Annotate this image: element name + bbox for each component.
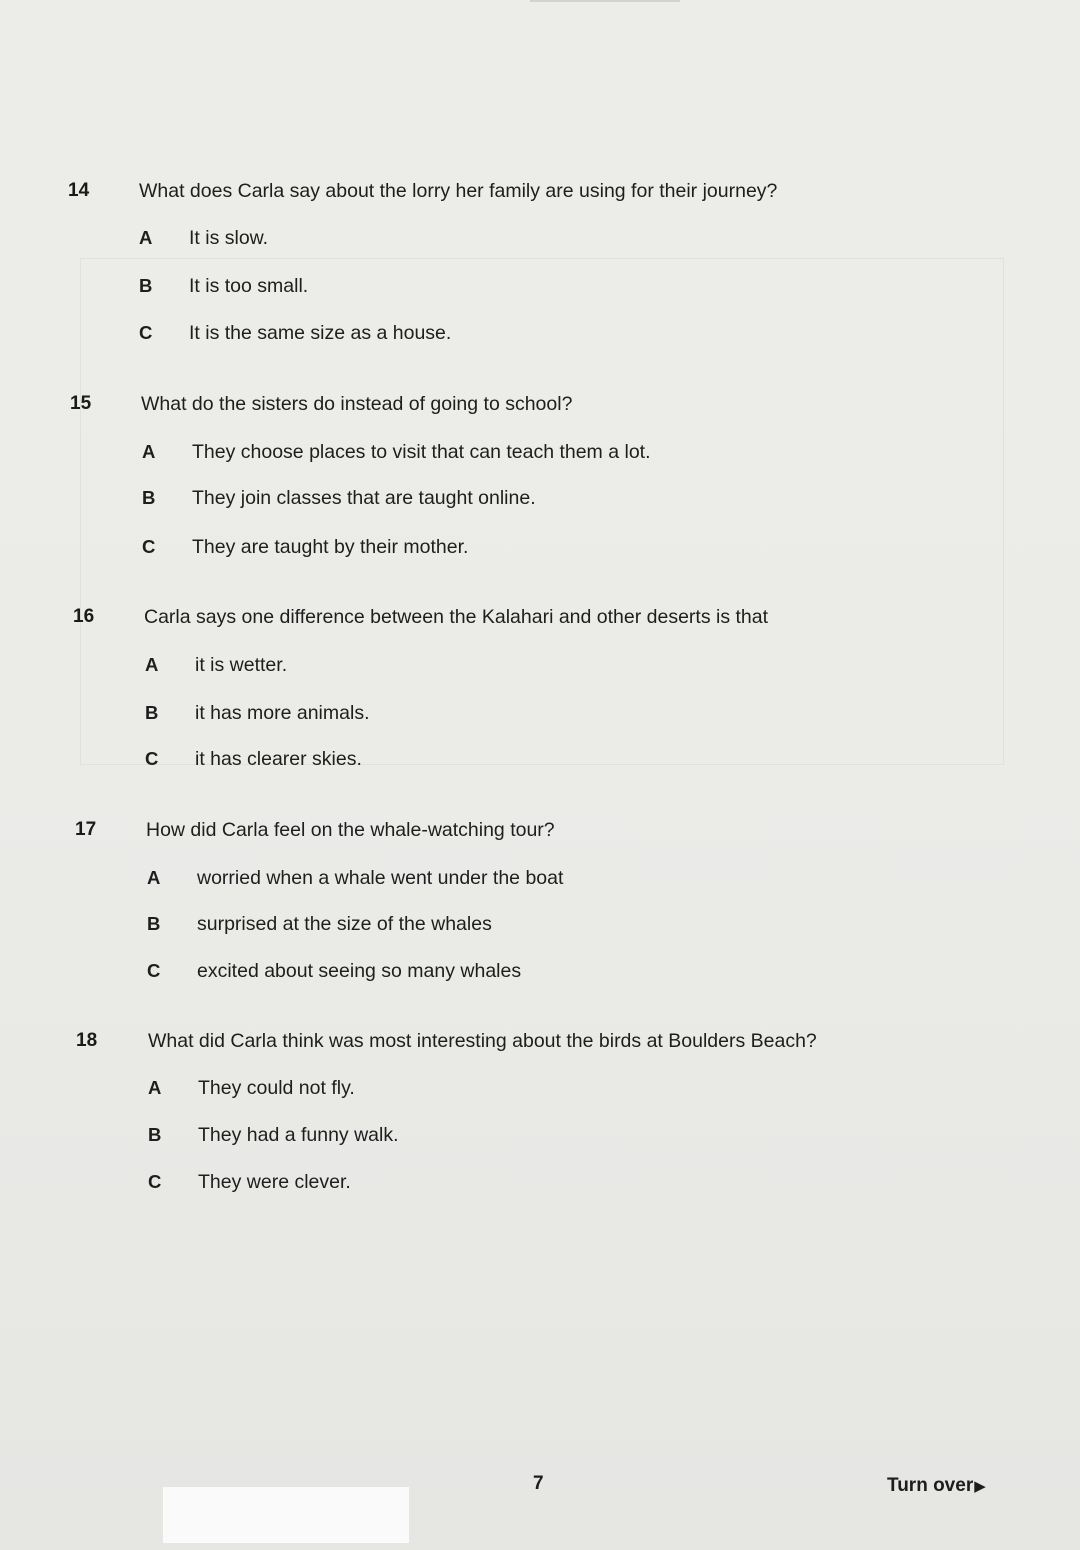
- option-text: It is slow.: [189, 227, 269, 249]
- blank-label-area: [163, 1487, 409, 1543]
- turn-over-label: Turn over: [887, 1475, 974, 1496]
- option-letter: A: [145, 654, 159, 675]
- option-text: They join classes that are taught online.: [192, 487, 536, 509]
- option-letter: C: [145, 748, 159, 769]
- page-number: 7: [533, 1473, 544, 1494]
- option-text: it has clearer skies.: [195, 748, 362, 770]
- top-rule: [530, 0, 680, 2]
- option-text: worried when a whale went under the boat: [197, 867, 564, 889]
- option-letter: C: [147, 960, 161, 981]
- option-letter: B: [147, 913, 161, 934]
- option-letter: B: [142, 487, 156, 508]
- option-letter: C: [148, 1171, 162, 1192]
- option-text: It is the same size as a house.: [189, 322, 452, 344]
- option-letter: B: [145, 702, 159, 723]
- question-text: What does Carla say about the lorry her family are using for their journey?: [139, 180, 778, 202]
- option-text: surprised at the size of the whales: [197, 913, 492, 935]
- option-text: It is too small.: [189, 275, 309, 297]
- option-text: excited about seeing so many whales: [197, 960, 522, 982]
- option-text: They could not fly.: [198, 1077, 355, 1099]
- option-letter: A: [142, 441, 156, 462]
- question-text: Carla says one difference between the Kalahari and other deserts is that: [144, 606, 769, 628]
- right-triangle-icon: ▶: [974, 1478, 986, 1495]
- option-letter: A: [139, 227, 153, 248]
- question-number: 16: [73, 606, 95, 627]
- question-number: 15: [70, 393, 92, 414]
- option-text: it has more animals.: [195, 702, 370, 724]
- question-number: 14: [68, 180, 90, 201]
- question-number: 18: [76, 1030, 98, 1051]
- option-text: They are taught by their mother.: [192, 536, 469, 558]
- option-letter: B: [139, 275, 153, 296]
- option-letter: C: [142, 536, 156, 557]
- option-text: They were clever.: [198, 1171, 351, 1193]
- option-text: it is wetter.: [195, 654, 288, 676]
- option-text: They had a funny walk.: [198, 1124, 399, 1146]
- question-number: 17: [75, 819, 97, 840]
- question-text: What do the sisters do instead of going to school?: [141, 393, 573, 415]
- option-letter: B: [148, 1124, 162, 1145]
- option-letter: A: [147, 867, 161, 888]
- question-text: How did Carla feel on the whale-watching tour?: [146, 819, 555, 841]
- turn-over: [887, 1475, 986, 1497]
- question-text: What did Carla think was most interesting about the birds at Boulders Beach?: [148, 1030, 817, 1052]
- option-letter: A: [148, 1077, 162, 1098]
- option-letter: C: [139, 322, 153, 343]
- option-text: They choose places to visit that can teach them a lot.: [192, 441, 651, 463]
